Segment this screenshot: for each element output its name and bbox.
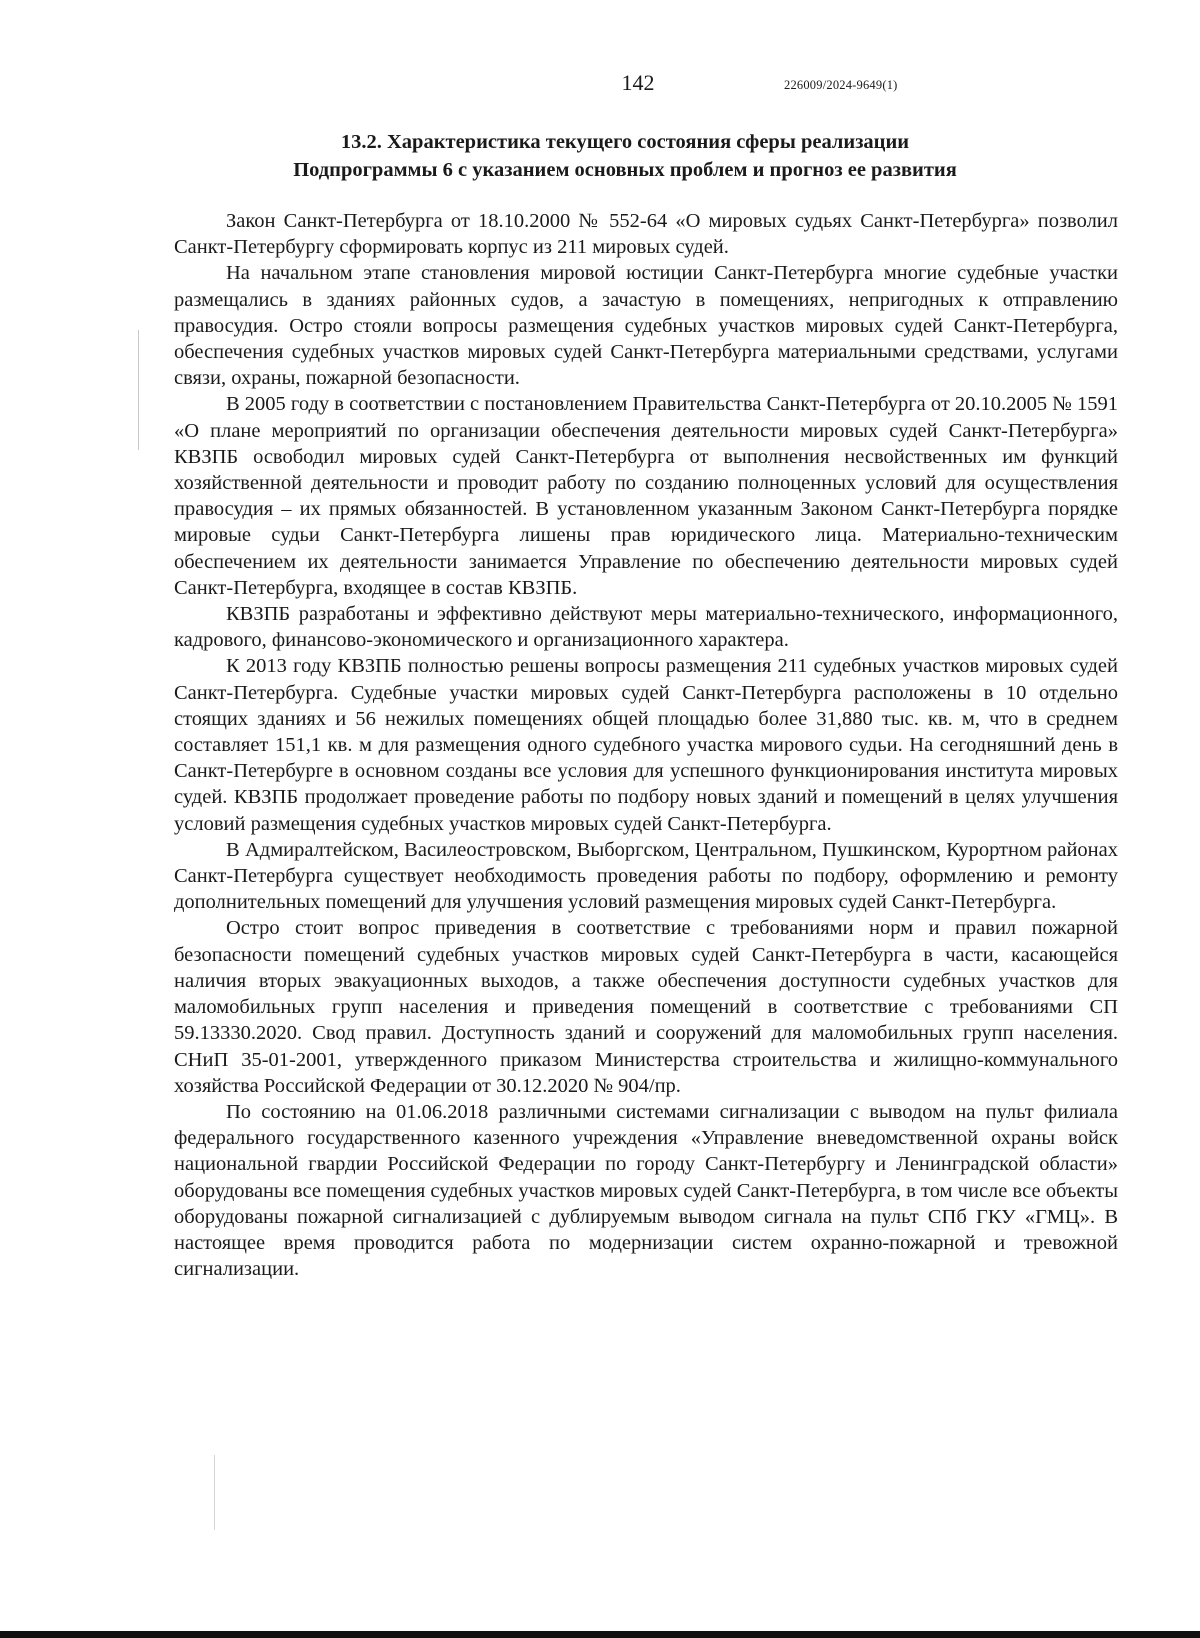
paragraph: На начальном этапе становления мировой юстиции Санкт-Петербурга многие судебные участки размещались в зданиях районных судов, а зачастую в помещениях, непригодных к отправлению правосудия. Остро стояли вопросы размещения судебных участков мировых судей Санкт-Петербурга, обеспечения судебных участков мировых судей Санкт-Петербурга материальными средствами, услугами связи, охраны, пожарной безопасности. <box>174 262 1118 390</box>
section-heading <box>170 128 1080 184</box>
body-text <box>174 208 1118 1282</box>
section-heading-line-1: 13.2. Характеристика текущего состояния сферы реализации <box>340 131 910 153</box>
paragraph: Остро стоит вопрос приведения в соответствие с требованиями норм и правил пожарной безопасности помещений судебных участков мировых судей Санкт-Петербурга в части, касающейся наличия вторых эвакуационных выходов, а также обеспечения доступности судебных участков для маломобильных групп населения и приведения помещений в соответствие с требованиями СП 59.13330.2020. Свод правил. Доступность зданий и сооружений для маломобильных групп населения. СНиП 35-01-2001, утвержденного приказом Министерства строительства и жилищно-коммунального хозяйства Российской Федерации от 30.12.2020 № 904/пр. <box>174 917 1118 1097</box>
scan-bottom-edge <box>0 1631 1200 1638</box>
paragraph: В Адмиралтейском, Василеостровском, Выборгском, Центральном, Пушкинском, Курортном районах Санкт-Петербурга существует необходимость проведения работы по подбору, оформлению и ремонту дополнительных помещений для улучшения условий размещения мировых судей Санкт-Петербурга. <box>174 838 1118 914</box>
scan-margin-mark <box>138 330 139 450</box>
paragraph: К 2013 году КВЗПБ полностью решены вопросы размещения 211 судебных участков мировых судей Санкт-Петербурга. Судебные участки мировых судей Санкт-Петербурга расположены в 10 отдельно стоящих зданиях и 56 нежилых помещениях общей площадью более 31,880 тыс. кв. м, что в среднем составляет 151,1 кв. м для размещения одного судебного участка мирового судьи. На сегодняшний день в Санкт-Петербурге в основном созданы все условия для успешного функционирования института мировых судей. КВЗПБ продолжает проведение работы по подбору новых зданий и помещений в целях улучшения условий размещения судебных участков мировых судей Санкт-Петербурга. <box>174 655 1118 835</box>
section-heading-line-2: Подпрограммы 6 с указанием основных проблем и прогноз ее развития <box>293 159 957 181</box>
paragraph: Закон Санкт-Петербурга от 18.10.2000 № 552-64 «О мировых судьях Санкт-Петербурга» позволил Санкт-Петербургу сформировать корпус из 211 мировых судей. <box>174 210 1118 259</box>
paragraph: По состоянию на 01.06.2018 различными системами сигнализации с выводом на пульт филиала федерального государственного казенного учреждения «Управление вневедомственной охраны войск национальной гвардии Российской Федерации по городу Санкт-Петербургу и Ленинградской области» оборудованы все помещения судебных участков мировых судей Санкт-Петербурга, в том числе все объекты оборудованы пожарной сигнализацией с дублируемым выводом сигнала на пульт СПб ГКУ «ГМЦ». В настоящее время проводится работа по модернизации систем охранно-пожарной и тревожной сигнализации. <box>174 1100 1118 1281</box>
paragraph: КВЗПБ разработаны и эффективно действуют меры материально-технического, информационного, кадрового, финансово-экономического и организационного характера. <box>174 603 1118 652</box>
scan-margin-mark <box>214 1455 215 1530</box>
paragraph: В 2005 году в соответствии с постановлением Правительства Санкт-Петербурга от 20.10.2005 № 1591 «О плане мероприятий по организации обеспечения деятельности мировых судей Санкт-Петербурга» КВЗПБ освободил мировых судей Санкт-Петербурга от выполнения несвойственных им функций хозяйственной деятельности и проводит работу по созданию полноценных условий для осуществления правосудия – их прямых обязанностей. В установленном указанным Законом Санкт-Петербурга порядке мировые судьи Санкт-Петербурга лишены прав юридического лица. Материально-техническим обеспечением их деятельности занимается Управление по обеспечению деятельности мировых судей Санкт-Петербурга, входящее в состав КВЗПБ. <box>174 393 1118 599</box>
page-number: 142 <box>621 70 655 95</box>
document-code: 226009/2024-9649(1) <box>784 78 898 92</box>
